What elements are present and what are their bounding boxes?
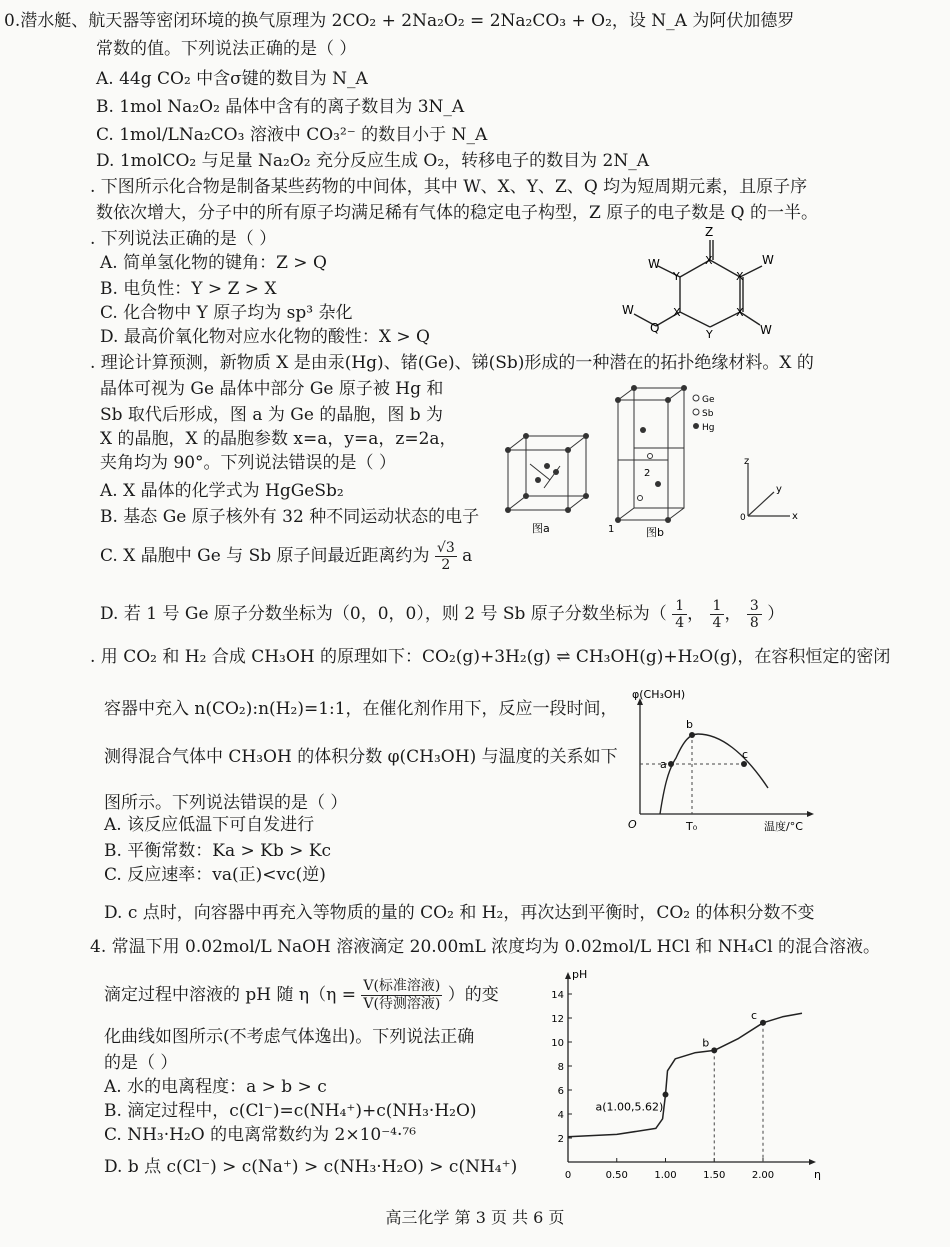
ph-y-tick-label: 10 [551, 1038, 564, 1049]
ph-x-label: η [814, 1168, 821, 1181]
ph-y-tick-label: 6 [557, 1086, 564, 1097]
fig-a-atoms [505, 433, 589, 513]
q3-option-c-text: C. X 晶胞中 Ge 与 Sb 原子间最近距离约为 [100, 546, 430, 566]
q3-d-frac1-num: 1 [672, 598, 687, 615]
q5-eta-fraction [361, 978, 442, 1013]
q5-option-a: A. 水的电离程度：a > b > c [104, 1077, 327, 1097]
ph-point [663, 1092, 669, 1098]
q3-stem-line5: 夹角均为 90°。下列说法错误的是（ ） [100, 453, 396, 473]
ph-point-label: b [702, 1036, 710, 1050]
q4-t0: T₀ [686, 820, 698, 833]
atom-x-right: X [736, 270, 744, 283]
ph-x-tick-label: 1.00 [654, 1170, 677, 1181]
ph-curve [568, 1013, 802, 1137]
atom-z: Z [705, 225, 714, 239]
ph-y-arrow [565, 972, 571, 979]
q3-option-d: D. 若 1 号 Ge 原子分数坐标为（0，0，0），则 2 号 Sb 原子分数坐标为（ $\frac{1}{4}$ ， $\frac{1}{4}$ ， $\frac{3}{8}$ ） [100, 598, 785, 631]
fig-a-label: 图a [532, 522, 550, 535]
q4-stem-line2: 容器中充入 n(CO₂):n(H₂)=1:1，在催化剂作用下，反应一段时间， [104, 699, 618, 719]
q3-stem-line4: X 的晶胞，X 的晶胞参数 x=a，y=a，z=2a， [100, 429, 457, 449]
q3-d-frac2 [710, 598, 725, 631]
legend-ge: Ge [702, 395, 715, 405]
q4-origin: O [628, 818, 637, 831]
q3-d-frac2-den: 4 [712, 615, 722, 631]
axis-y-label: y [776, 484, 782, 495]
atom-q: Q [650, 321, 660, 335]
q3-c-numerator: √3 [436, 540, 455, 556]
q3-option-b: B. 基态 Ge 原子核外有 32 种不同运动状态的电子 [100, 507, 480, 527]
axis-origin: 0 [740, 513, 746, 523]
q4-y-label: φ(CH₃OH) [632, 688, 686, 701]
q1-option-c: C. 1mol/LNa₂CO₃ 溶液中 CO₃²⁻ 的数目小于 N_A [96, 125, 488, 145]
atom-w-q: W [622, 303, 634, 317]
atom-w-right: W [762, 253, 774, 267]
q1-stem-line1: 0.潜水艇、航天器等密闭环境的换气原理为 2CO₂ + 2Na₂O₂ = 2Na₂CO₃ + O₂，设 N_A 为阿伏加德罗 [4, 11, 795, 31]
ph-x-tick-label: 0 [564, 1170, 572, 1181]
q2-option-c: C. 化合物中 Y 原子均为 sp³ 杂化 [100, 303, 353, 323]
legend-ge-marker [693, 395, 699, 401]
q3-d-frac3-den: 8 [749, 615, 759, 631]
ph-point [760, 1020, 766, 1026]
axis-x-label: x [792, 511, 798, 522]
atom-y-top: Y [673, 270, 680, 283]
fig-b-marker-1: 1 [608, 524, 615, 535]
fig-b-atoms [615, 385, 687, 523]
q4-option-d: D. c 点时，向容器中再充入等物质的量的 CO₂ 和 H₂，再次达到平衡时，CO₂ 的体积分数不变 [104, 903, 815, 923]
xyz-axes [748, 464, 790, 516]
legend-sb-marker [693, 409, 699, 415]
page-footer: 高三化学 第 3 页 共 6 页 [385, 1208, 565, 1227]
q3-crystal-figures [490, 380, 810, 540]
q3-c-denominator: 2 [441, 557, 451, 573]
ph-x-tick-label: 1.50 [703, 1170, 726, 1181]
q4-stem-line4: 图所示。下列说法错误的是（ ） [104, 793, 348, 813]
q5-stem-line2-text: 滴定过程中溶液的 pH 随 η（η = [104, 985, 356, 1005]
q3-option-c [100, 540, 472, 573]
ph-point-label: c [751, 1008, 758, 1022]
q5-stem-line3: 化曲线如图所示(不考虑气体逸出)。下列说法正确 [104, 1027, 475, 1047]
ph-x-tick-label: 2.00 [751, 1170, 775, 1181]
q3-d-frac1-den: 4 [675, 615, 685, 631]
atom-y-bottom: Y [706, 328, 713, 341]
q4-graph [620, 688, 820, 838]
q4-x-label: 温度/°C [764, 820, 803, 833]
fig-b-label: 图b [646, 526, 664, 539]
q3-option-d-close: ） [767, 604, 785, 624]
q5-eta-numerator: V(标准溶液) [363, 978, 441, 994]
q5-option-c: C. NH₃·H₂O 的电离常数约为 2×10⁻⁴·⁷⁶ [104, 1125, 417, 1145]
atom-x-br: X [736, 306, 744, 319]
q4-stem-line1: . 用 CO₂ 和 H₂ 合成 CH₃OH 的原理如下：CO₂(g)+3H₂(g) ⇌ CH₃OH(g)+H₂O(g)，在容积恒定的密闭 [90, 647, 891, 667]
axis-z-label: z [744, 456, 750, 467]
ph-x-arrow [809, 1159, 816, 1165]
q4-label-b: b [686, 718, 693, 731]
fig-a-cell [508, 436, 586, 510]
q4-x-arrow [807, 811, 814, 817]
ph-point-label: a(1.00,5.62) [595, 1100, 664, 1114]
atom-w-left: W [648, 257, 660, 271]
q5-ph-chart [540, 966, 820, 1186]
q4-option-b: B. 平衡常数：Ka > Kb > Kc [104, 841, 332, 861]
q3-option-a: A. X 晶体的化学式为 HgGeSb₂ [100, 481, 344, 501]
q5-stem-line4: 的是（ ） [104, 1053, 178, 1073]
legend-hg-marker [693, 423, 699, 429]
q2-structure-diagram [610, 222, 800, 352]
q3-stem-line2: 晶体可视为 Ge 晶体中部分 Ge 原子被 Hg 和 [100, 379, 444, 399]
fig-b-marker-2: 2 [644, 468, 651, 479]
q2-stem-line1: . 下图所示化合物是制备某些药物的中间体，其中 W、X、Y、Z、Q 均为短周期元素，且原子序 [90, 177, 808, 197]
atom-x-top: X [705, 254, 713, 267]
ph-y-tick-label: 2 [557, 1134, 564, 1145]
q4-label-a: a [660, 758, 667, 771]
q4-curve [660, 734, 768, 814]
ph-y-label: pH [572, 968, 588, 981]
q1-option-b: B. 1mol Na₂O₂ 晶体中含有的离子数目为 3N_A [96, 97, 465, 117]
q2-option-b: B. 电负性：Y > Z > X [100, 279, 277, 299]
q3-d-frac3 [747, 598, 762, 631]
q4-point-b [689, 732, 695, 738]
legend-hg: Hg [702, 423, 715, 433]
q5-stem-line1: 4. 常温下用 0.02mol/L NaOH 溶液滴定 20.00mL 浓度均为 0.02mol/L HCl 和 NH₄Cl 的混合溶液。 [90, 937, 881, 957]
q5-stem-line2-tail: ）的变 [447, 985, 499, 1005]
atom-w-br: W [760, 323, 772, 337]
q3-d-frac2-num: 1 [710, 598, 725, 615]
q4-point-a [668, 761, 674, 767]
q4-option-a: A. 该反应低温下可自发进行 [104, 815, 315, 835]
q1-option-a: A. 44g CO₂ 中含σ键的数目为 N_A [96, 69, 368, 89]
q1-option-d: D. 1molCO₂ 与足量 Na₂O₂ 充分反应生成 O₂，转移电子的数目为 2N_A [96, 151, 650, 171]
q2-option-d: D. 最高价氧化物对应水化物的酸性：X > Q [100, 327, 430, 347]
q5-eta-denominator: V(待测溶液) [363, 996, 441, 1012]
q2-stem-line3: . 下列说法正确的是（ ） [90, 229, 277, 249]
q3-d-frac3-num: 3 [747, 598, 762, 615]
q1-stem-line2: 常数的值。下列说法正确的是（ ） [96, 39, 357, 59]
q5-option-b: B. 滴定过程中，c(Cl⁻)=c(NH₄⁺)+c(NH₃·H₂O) [104, 1101, 477, 1121]
q2-option-a: A. 简单氢化物的键角：Z > Q [100, 253, 327, 273]
ph-x-tick-label: 0.50 [605, 1170, 628, 1181]
q5-option-d: D. b 点 c(Cl⁻) > c(Na⁺) > c(NH₃·H₂O) > c(NH₄⁺) [104, 1157, 518, 1177]
q4-option-c: C. 反应速率：va(正)<vc(逆) [104, 865, 326, 885]
q3-stem-line1: . 理论计算预测，新物质 X 是由汞(Hg)、锗(Ge)、锑(Sb)形成的一种潜在的拓扑绝缘材料。X 的 [90, 353, 814, 373]
q3-stem-line3: Sb 取代后形成，图 a 为 Ge 的晶胞，图 b 为 [100, 405, 444, 425]
legend-sb: Sb [702, 409, 714, 419]
ph-y-tick-label: 8 [557, 1062, 564, 1073]
ph-y-tick-label: 14 [551, 990, 564, 1001]
atom-x-bottom: X [673, 306, 681, 319]
q3-option-c-fraction [435, 540, 457, 573]
q3-option-c-unit: a [462, 546, 473, 566]
q4-stem-line3: 测得混合气体中 CH₃OH 的体积分数 φ(CH₃OH) 与温度的关系如下 [104, 747, 618, 767]
ph-point [711, 1047, 717, 1053]
q4-point-c [741, 761, 747, 767]
q4-label-c: c [742, 748, 749, 761]
q3-option-d-text: D. 若 1 号 Ge 原子分数坐标为（0，0，0），则 2 号 Sb 原子分数坐标为（ [100, 604, 667, 624]
ph-y-tick-label: 12 [551, 1014, 564, 1025]
q3-d-frac1 [672, 598, 687, 631]
q2-stem-line2: 数依次增大，分子中的所有原子均满足稀有气体的稳定电子构型，Z 原子的电子数是 Q 的一半。 [96, 203, 818, 223]
q5-stem-line2 [104, 978, 499, 1013]
ph-y-tick-label: 4 [557, 1110, 564, 1121]
